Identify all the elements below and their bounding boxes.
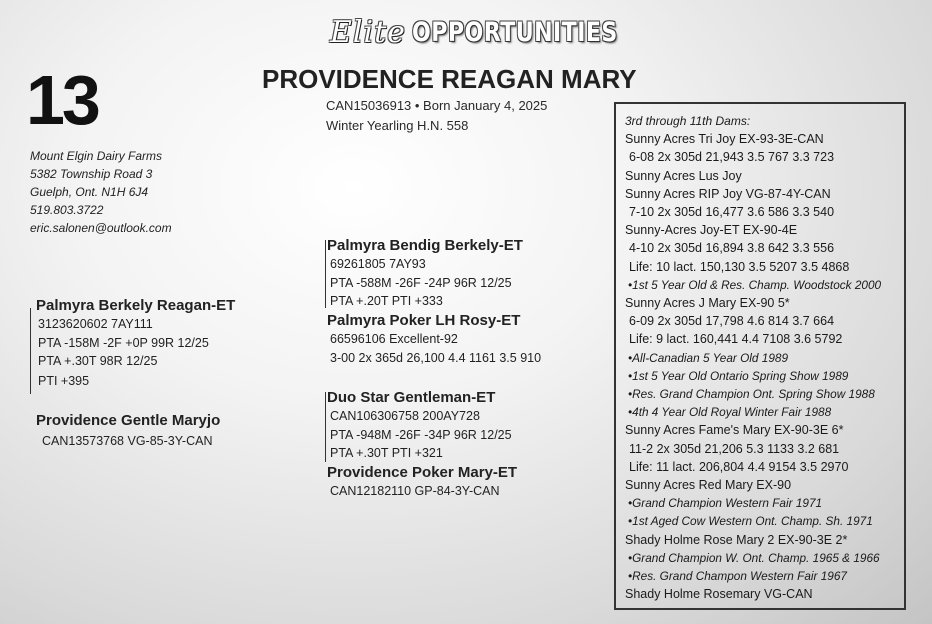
dam-sire-line-3: PTA +.30T PTI +321 [330,446,443,460]
dam-name-line: Sunny-Acres Joy-ET EX-90-4E [625,223,798,238]
dams-list [625,130,904,603]
dam-name-line: Sunny Acres RIP Joy VG-87-4Y-CAN [625,186,831,201]
animal-class: Winter Yearling H.N. 558 [326,118,469,133]
sire-sire-line-1: 69261805 7AY93 [330,257,426,271]
sire-sire-bracket [325,240,326,308]
owner-address1: 5382 Township Road 3 [30,167,153,181]
owner-farm: Mount Elgin Dairy Farms [30,149,163,163]
dam-line-1: CAN13573768 VG-85-3Y-CAN [42,434,213,448]
dam-dam-name: Providence Poker Mary-ET [327,464,518,481]
sire-line-3: PTA +.30T 98R 12/25 [38,354,158,368]
dam-name: Providence Gentle Maryjo [36,412,221,429]
dam-award-line: •Res. Grand Champon Western Fair 1967 [628,569,847,584]
dam-name-line: Shady Holme Rose Mary 2 EX-90-3E 2* [625,532,848,547]
lot-number: 13 [26,61,98,139]
sire-dam-line-2: 3-00 2x 365d 26,100 4.4 1161 3.5 910 [330,351,542,365]
animal-registration: CAN15036913 • Born January 4, 2025 [326,98,548,113]
dam-name-line: Sunny Acres Red Mary EX-90 [625,478,792,493]
animal-name: PROVIDENCE REAGAN MARY [262,64,637,94]
dam-sire-bracket [325,392,326,462]
dam-record-line: 6-09 2x 305d 17,798 4.6 814 3.7 664 [629,314,835,329]
dam-sire-name: Duo Star Gentleman-ET [327,389,496,406]
dam-name-line: Sunny Acres Lus Joy [625,168,742,183]
sire-line-2: PTA -158M -2F +0P 99R 12/25 [38,336,209,350]
sire-name: Palmyra Berkely Reagan-ET [36,297,236,314]
sire-line-1: 3123620602 7AY111 [38,317,153,331]
sire-line-4: PTI +395 [38,374,90,388]
dam-record-line: Life: 9 lact. 160,441 4.4 7108 3.6 5792 [629,332,843,347]
dam-sire-line-1: CAN106306758 200AY728 [330,409,480,423]
dam-award-line: •1st 5 Year Old Ontario Spring Show 1989 [628,368,849,383]
dam-record-line: 7-10 2x 305d 16,477 3.6 586 3.3 540 [629,205,835,220]
sire-dam-line-1: 66596106 Excellent-92 [330,332,458,346]
owner-address2: Guelph, Ont. N1H 6J4 [30,185,149,199]
sire-dam-name: Palmyra Poker LH Rosy-ET [327,312,521,329]
sire-sire-line-2: PTA -588M -26F -24P 96R 12/25 [330,276,512,290]
dam-award-line: •Grand Champion W. Ont. Champ. 1965 & 1966 [628,550,880,565]
owner-email: eric.salonen@outlook.com [30,221,172,235]
owner-phone: 519.803.3722 [30,203,104,217]
dam-record-line: 11-2 2x 305d 21,206 5.3 1133 3.2 681 [629,441,840,456]
dam-record-line: 6-08 2x 305d 21,943 3.5 767 3.3 723 [629,150,835,165]
dams-box [614,102,906,610]
sire-bracket [30,308,31,394]
dam-dam-line-1: CAN12182110 GP-84-3Y-CAN [330,484,500,498]
dams-heading: 3rd through 11th Dams: [625,114,751,128]
owner-info [30,147,172,237]
dam-name-line: Shady Holme Rosemary VG-CAN [625,587,813,602]
sire-sire-name: Palmyra Bendig Berkely-ET [327,237,523,254]
dam-award-line: •4th 4 Year Old Royal Winter Fair 1988 [628,405,832,420]
dam-name-line: Sunny Acres Tri Joy EX-93-3E-CAN [625,132,824,147]
dam-name-line: Sunny Acres J Mary EX-90 5* [625,296,790,311]
dam-award-line: •Res. Grand Champion Ont. Spring Show 1988 [628,387,875,402]
dam-record-line: Life: 10 lact. 150,130 3.5 5207 3.5 4868 [629,259,850,274]
sire-sire-line-3: PTA +.20T PTI +333 [330,294,443,308]
dam-award-line: •1st Aged Cow Western Ont. Champ. Sh. 1971 [628,514,873,529]
dam-award-line: •All-Canadian 5 Year Old 1989 [628,350,789,365]
dam-award-line: •1st 5 Year Old & Res. Champ. Woodstock 2000 [628,277,882,292]
brand-elite: Elite [330,14,406,50]
brand-opportunities: OPPORTUNITIES [411,16,618,48]
dam-award-line: •Grand Champion Western Fair 1971 [628,496,823,511]
dam-sire-line-2: PTA -948M -26F -34P 96R 12/25 [330,428,512,442]
dam-record-line: 4-10 2x 305d 16,894 3.8 642 3.3 556 [629,241,835,256]
brand-logo [330,12,663,52]
dam-name-line: Sunny Acres Fame's Mary EX-90-3E 6* [625,423,844,438]
dam-record-line: Life: 11 lact. 206,804 4.4 9154 3.5 2970 [629,459,849,474]
